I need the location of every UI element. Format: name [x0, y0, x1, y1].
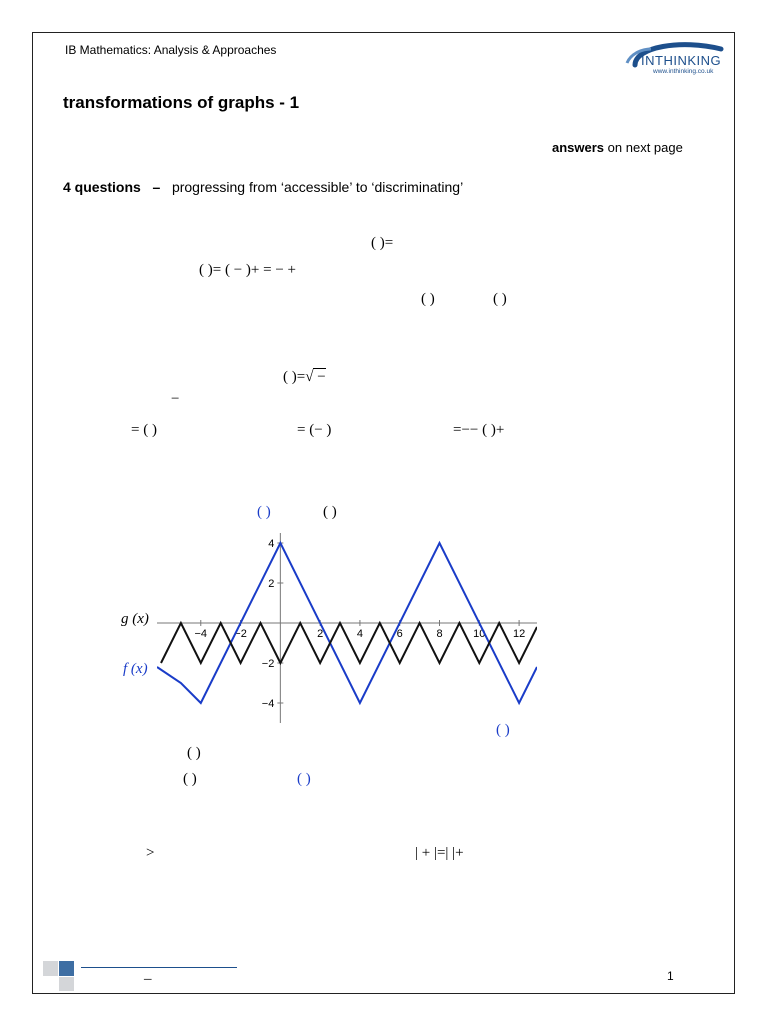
x-tick-label: 4	[356, 628, 363, 640]
g-curve-label: g (x)	[121, 611, 149, 627]
course-title: IB Mathematics: Analysis & Approaches	[65, 43, 277, 57]
answers-rest: on next page	[607, 140, 683, 155]
q2-part-c: =−− ( )+	[453, 422, 505, 438]
answers-bold: answers	[552, 140, 605, 155]
page-number: 1	[667, 969, 674, 983]
q2-sqrt-content: −	[313, 369, 326, 385]
q3-f-label-top: ( )	[257, 504, 271, 520]
q1-line1: ( )=	[371, 235, 394, 251]
footer-rule	[81, 967, 237, 968]
document-page	[32, 32, 735, 994]
x-tick-label: 2	[317, 628, 324, 640]
q2-dash: −	[171, 391, 180, 407]
footer-square-gray-2	[59, 977, 74, 991]
questions-intro	[63, 179, 463, 195]
x-tick-label: 10	[473, 628, 486, 640]
intro-dash: –	[152, 179, 161, 195]
page-title: transformations of graphs - 1	[63, 93, 300, 112]
q1-line3a: ( )	[421, 291, 435, 307]
graph-plot	[157, 533, 537, 723]
x-tick-label: 8	[436, 628, 443, 640]
q4-abs-expr: | + |=| |+	[415, 845, 464, 861]
answers-note	[552, 140, 683, 155]
x-tick-label: 12	[512, 628, 526, 640]
logo-text: INTHINKING	[641, 53, 722, 68]
y-tick-label: 4	[268, 538, 275, 550]
sqrt-icon: √	[305, 369, 314, 385]
q2-line1	[283, 369, 326, 386]
q3-below1: ( )	[187, 745, 201, 761]
q2-part-a: = ( )	[131, 422, 157, 438]
y-tick-label: −4	[261, 698, 275, 710]
y-tick-label: 2	[268, 578, 275, 590]
logo-url: www.inthinking.co.uk	[653, 68, 714, 75]
q4-gt: >	[146, 845, 155, 861]
questions-count: 4 questions	[63, 179, 141, 195]
x-tick-label: −4	[194, 628, 208, 640]
footer-square-blue	[59, 961, 74, 976]
q2-function: ( )=	[283, 369, 306, 385]
graph-ticks	[194, 538, 525, 710]
y-tick-label: −2	[261, 658, 275, 670]
q3-g-label-top: ( )	[323, 504, 337, 520]
questions-progress: progressing from ‘accessible’ to ‘discriminating’	[171, 179, 464, 195]
q1-line2: ( )= ( − )+ = − +	[199, 262, 296, 278]
footer-dash: –	[144, 971, 152, 987]
q1-line3b: ( )	[493, 291, 507, 307]
x-tick-label: −2	[234, 628, 247, 640]
q2-part-b: = (− )	[297, 422, 332, 438]
q3-below2-blue: ( )	[297, 771, 311, 787]
f-curve-label: f (x)	[123, 661, 148, 677]
inthinking-logo	[621, 39, 727, 77]
q3-right-label: ( )	[496, 722, 510, 738]
x-tick-label: 6	[396, 628, 403, 640]
footer-square-gray	[43, 961, 58, 976]
q3-below2: ( )	[183, 771, 197, 787]
